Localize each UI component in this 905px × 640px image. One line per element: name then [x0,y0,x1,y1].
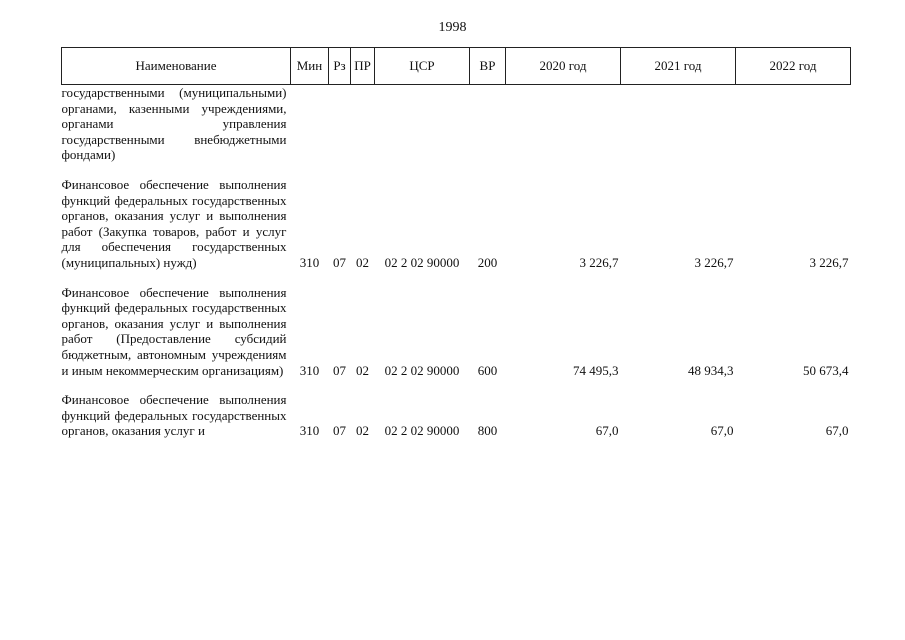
row-vr: 200 [477,254,498,270]
page-number: 1998 [438,20,467,35]
row-rz: 07 [333,254,346,270]
row-vr: 600 [477,362,498,378]
header-csr: ЦСР [375,48,470,85]
table-header [62,48,851,85]
row-name: Финансовое обеспечение выполнения функций федеральных государственных органов, оказания услуг и [61,392,287,439]
row-pr: 02 [356,254,369,270]
table-row [62,285,851,393]
row-name: Финансовое обеспечение выполнения функций федеральных государственных органов, оказания услуг и выполнения работ (Закупка товаров, работ и услуг для обеспечения государственных (муниципальных) нужд) [61,176,287,270]
row-min [291,85,329,177]
table-row [62,85,851,177]
row-vr [470,85,506,177]
row-rz [329,85,351,177]
row-rz: 07 [333,362,346,378]
header-vr: ВР [470,48,506,85]
table-row [62,177,851,285]
row-csr [375,85,470,177]
row-csr: 02 2 02 90000 [384,254,460,270]
row-csr: 02 2 02 90000 [384,362,460,378]
row-rz: 07 [333,423,346,439]
row-pr [351,85,375,177]
header-pr: ПР [351,48,375,85]
row-2021: 48 934,3 [688,362,734,378]
row-2020 [506,85,621,177]
row-2021: 67,0 [710,423,734,439]
row-2020: 3 226,7 [579,254,619,270]
row-vr: 800 [477,423,498,439]
header-2022: 2022 год [736,48,851,85]
row-pr: 02 [356,423,369,439]
row-csr: 02 2 02 90000 [384,423,460,439]
header-2020: 2020 год [506,48,621,85]
row-pr: 02 [356,362,369,378]
header-row [62,48,851,85]
row-2022: 3 226,7 [809,254,849,270]
row-2022: 67,0 [825,423,849,439]
row-min: 310 [299,362,320,378]
header-rz: Рз [329,48,351,85]
row-2020: 67,0 [595,423,619,439]
header-name: Наименование [62,48,291,85]
budget-table [61,47,851,439]
row-min: 310 [299,423,320,439]
header-2021: 2021 год [621,48,736,85]
row-2021: 3 226,7 [694,254,734,270]
row-2020: 74 495,3 [573,362,619,378]
row-name: Финансовое обеспечение выполнения функций федеральных государственных органов, оказания услуг и выполнения работ (Предоставление субсидий бюджетным, автономным учреждениям и иным некоммерческим организациям) [61,284,287,378]
header-min: Мин [291,48,329,85]
row-2022 [736,85,851,177]
table-row [62,392,851,439]
row-min: 310 [299,254,320,270]
row-name: государственными (муниципальными) органами, казенными учреждениями, органами управления государственными внебюджетными фондами) [61,85,287,163]
row-2021 [621,85,736,177]
row-2022: 50 673,4 [803,362,849,378]
